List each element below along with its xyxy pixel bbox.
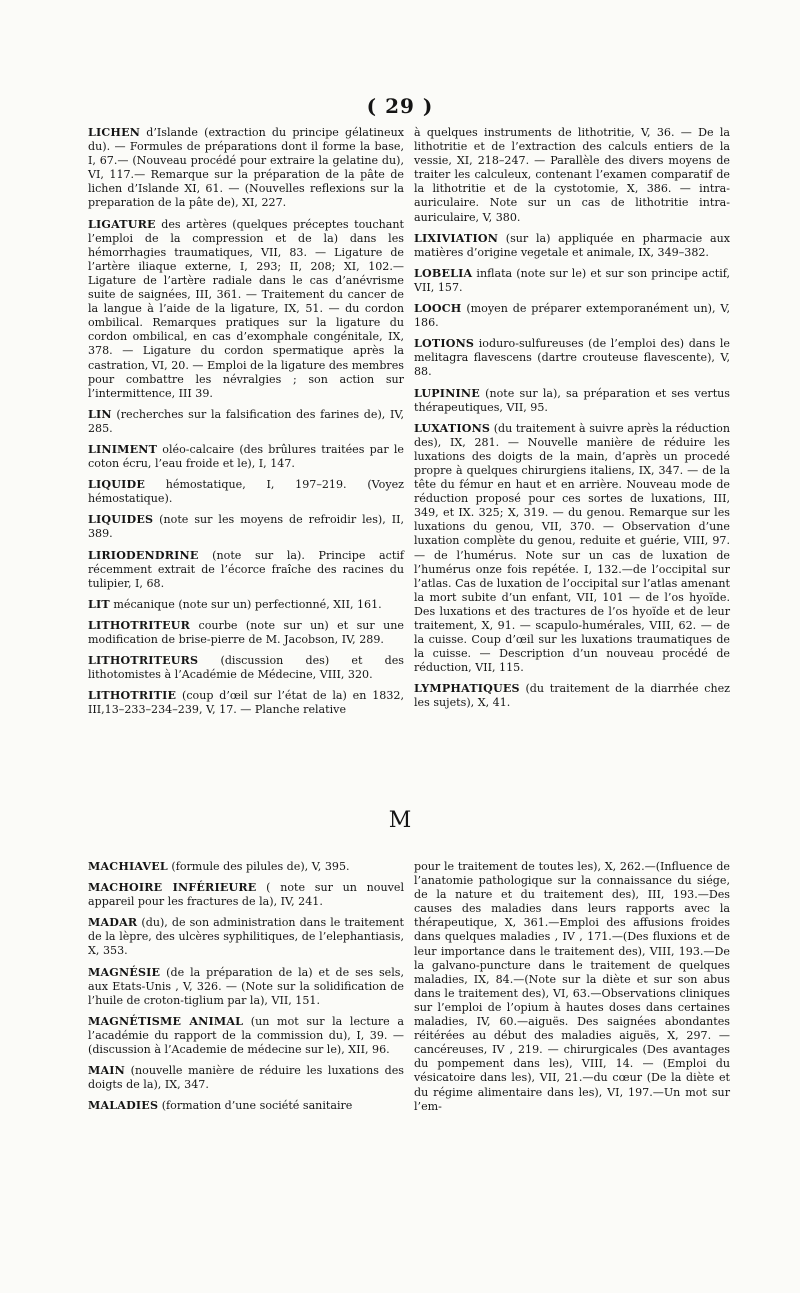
entry-headword: LIN: [88, 407, 112, 421]
entry-headword: LOBELIA: [414, 266, 473, 280]
index-entry: [88, 218, 404, 401]
entry-text: (note sur la). Principe actif récemment extrait de l’écorce fraîche des racines du tulipier, I, 68.: [88, 548, 404, 590]
index-entry: [88, 619, 404, 647]
entry-headword: MAGNÉTISME ANIMAL: [88, 1014, 244, 1028]
entry-headword: MAIN: [88, 1064, 126, 1078]
index-entry: [414, 682, 730, 710]
section-letter: M: [388, 808, 412, 833]
entry-headword: LITHOTRITEURS: [88, 654, 199, 668]
entry-headword: MACHIAVEL: [88, 860, 168, 873]
index-entry: [88, 478, 404, 506]
index-entry: [414, 422, 730, 676]
index-entry: [88, 1064, 404, 1092]
entry-headword: LIQUIDE: [88, 478, 145, 492]
entry-text: (coup d’œil sur l’état de la) en 1832, III,13–233–234–239, V, 17. — Planche relative: [88, 689, 404, 717]
entry-headword: LINIMENT: [88, 442, 158, 456]
entry-text: des artères (quelques préceptes touchant l’emploi de la compression et de la) dans les hémorrhagies traumatiques, VII, 83. — Ligature de l’artère iliaque externe, I, 293; II, 208; XI, 102.— Ligature de l’artère radiale dans le cas d’anévrisme suite de saignées, III, 361. — Traitement du cancer de la langue à l’aide de la ligature, IX, 51. — du cordon ombilical. Remarques pratiques sur la ligature du cordon ombilical, en cas d’exomphale congénitale, IX, 378. — Ligature du cordon spermatique après la castration, VI, 20. — Emploi de la ligature des membres pour combattre les névralgies ; son action sur l’intermittence, III 39.: [88, 217, 404, 400]
index-entry: [414, 267, 730, 295]
index-entry: [88, 598, 404, 612]
entry-text: hémostatique, I, 197–219. (Voyez hémostatique).: [88, 478, 404, 506]
column-4: [414, 860, 730, 1121]
index-entry: [414, 232, 730, 260]
page-number: ( 29 ): [366, 94, 434, 118]
entry-headword: LIGATURE: [88, 217, 156, 231]
entry-text: à quelques instruments de lithotritie, V, 36. — De la lithotritie et de l’extraction des calculs entiers de la vessie, XI, 218–247. — Parallèle des divers moyens de traiter les calculeux, contenant l’examen comparatif de la lithotritie et de la cystotomie, X, 386. — intra-auriculaire. Note sur un cas de lithotritie intra-auriculaire, V, 380.: [414, 126, 730, 224]
entry-text: mécanique (note sur un) perfectionné, XII, 161.: [109, 597, 382, 611]
entry-headword: LOOCH: [414, 302, 462, 316]
index-entry: [88, 966, 404, 1008]
entry-headword: LIXIVIATION: [414, 231, 499, 245]
index-entry: [88, 549, 404, 591]
entry-headword: LITHOTRITIE: [88, 689, 177, 703]
column-3: [88, 860, 404, 1120]
entry-text: (moyen de préparer extemporanément un), V, 186.: [414, 302, 730, 330]
index-entry: [88, 916, 404, 958]
entry-text: inflata (note sur le) et sur son principe actif, VII, 157.: [414, 266, 730, 294]
entry-headword: LUXATIONS: [414, 421, 491, 435]
index-entry: [88, 860, 404, 874]
index-entry: [414, 387, 730, 415]
entry-text: oléo-calcaire (des brûlures traitées par le coton écru, l’eau froide et le), I, 147.: [88, 442, 404, 471]
index-entry: [88, 443, 404, 471]
entry-headword: LIQUIDES: [88, 513, 154, 527]
index-entry: [88, 126, 404, 211]
index-entry: [88, 1015, 404, 1057]
column-1: [88, 126, 404, 724]
entry-text: (du traitement à suivre après la réduction des), IX, 281. — Nouvelle manière de réduire les luxations des doigts de la main, d’après un procedé propre à quelques chirurgiens italiens, IX, 347. — de la tête du fémur en haut et en arrière. Nouveau mode de réduction proposé pour ces sortes de luxations, III, 349, et IX. 325; X, 319. — du genou. Remarque sur les luxations du genou, VII, 370. — Observation d’une luxation complète du genou, reduite et guérie, VIII, 97. — de l’humérus. Note sur un cas de luxation de l’humérus onze fois repétée. I, 132.—de l’occipital sur l’atlas. Cas de luxation de l’occipital sur l’atlas amenant la mort subite d’un enfant, VII, 101 — de l’os hyoïde. Des luxations et des tractures de l’os hyoïde et de leur traitement, X, 91. — scapulo-humérales, VIII, 62. — de la cuisse. Coup d’œil sur les luxations traumatiques de la cuisse. — Description d’un nouveau procédé de réduction, VII, 115.: [414, 421, 730, 675]
entry-headword: LITHOTRITEUR: [88, 618, 191, 632]
entry-text: ioduro-sulfureuses (de l’emploi des) dans le melitagra flavescens (dartre crouteuse flavescente), V, 88.: [414, 337, 730, 379]
entry-headword: MACHOIRE INFÉRIEURE: [88, 881, 257, 895]
index-entry: [414, 126, 730, 225]
entry-headword: LYMPHATIQUES: [414, 682, 520, 696]
index-entry: [88, 654, 404, 682]
column-2: [414, 126, 730, 718]
index-entry: [88, 408, 404, 436]
entry-headword: MAGNÉSIE: [88, 965, 161, 979]
entry-text: (formule des pilules de), V, 395.: [167, 860, 350, 873]
entry-text: courbe (note sur un) et sur une modification de brise-pierre de M. Jacobson, IV, 289.: [88, 618, 404, 646]
entry-text: (un mot sur la lecture a l’académie du rapport de la commission du), I, 39. — (discussion à l’Academie de médecine sur le), XII, 96.: [88, 1014, 404, 1057]
entry-text: (du traitement de la diarrhée chez les sujets), X, 41.: [414, 682, 730, 710]
entry-text: ( note sur un nouvel appareil pour les fractures de la), IV, 241.: [88, 881, 405, 909]
entry-headword: LUPININE: [414, 386, 480, 400]
entry-headword: LOTIONS: [414, 337, 475, 351]
entry-text: (de la préparation de la) et de ses sels, aux Etats-Unis , V, 326. — (Note sur la solidification de l’huile de croton-tiglium par la), VII, 151.: [88, 965, 404, 1007]
index-entry: [88, 513, 404, 541]
entry-text: (formation d’une société sanitaire: [158, 1099, 353, 1113]
entry-text: (sur la) appliquée en pharmacie aux matières d’origine vegetale et animale, IX, 349–382.: [414, 231, 730, 259]
entry-text: (du), de son administration dans le traitement de la lèpre, des ulcères syphilitiques, de l’elephantiasis, X, 353.: [88, 916, 404, 958]
entry-headword: MALADIES: [88, 1099, 159, 1113]
index-entry: [414, 337, 730, 379]
entry-text: (note sur les moyens de refroidir les), II, 389.: [88, 513, 404, 541]
entry-text: (note sur la), sa préparation et ses vertus thérapeutiques, VII, 95.: [414, 386, 730, 414]
index-entry: [414, 302, 730, 330]
index-entry: [88, 1099, 404, 1113]
entry-text: pour le traitement de toutes les), X, 262.—(Influence de l’anatomie pathologique sur la connaissance du siége, de la nature et du traitement des), III, 193.—Des causes des maladies dans leurs rapports avec la thérapeutique, X, 361.—Emploi des affusions froides dans quelques maladies , IV , 171.—(Des fluxions et de leur importance dans le traitement des), VIII, 193.—De la galvano-puncture dans le traitement de quelques maladies, IX, 84.—(Note sur la diète et sur son abus dans le traitement des), VI, 63.—Observations cliniques sur l’emploi de l’opium à hautes doses dans certaines maladies, IV, 60.—aiguës. Des saignées abondantes réitérées au début des maladies aiguës, X, 297. — cancéreuses, IV , 219. — chirurgicales (Des avantages du pompement dans les), VIII, 14. — (Emploi du vésicatoire dans les), VII, 21.—du cœur (De la diète et du régime alimentaire dans les), VI, 197.—Un mot sur l’em-: [414, 860, 730, 1113]
entry-headword: LIRIODENDRINE: [88, 548, 199, 562]
entry-headword: MADAR: [88, 916, 138, 930]
index-entry: [414, 860, 730, 1114]
entry-text: d’Islande (extraction du principe gélatineux du). — Formules de préparations dont il forme la base, I, 67.— (Nouveau procédé pour extraire la gelatine du), VI, 117.— Remarque sur la préparation de la pâte de lichen d’Islande XI, 61. — (Nouvelles reflexions sur la preparation de la pâte de), XI, 227.: [88, 126, 404, 210]
entry-text: (nouvelle manière de réduire les luxations des doigts de la), IX, 347.: [88, 1064, 404, 1092]
entry-text: (discussion des) et des lithotomistes à l’Académie de Médecine, VIII, 320.: [88, 654, 404, 682]
entry-text: (recherches sur la falsification des farines de), IV, 285.: [88, 407, 404, 435]
entry-headword: LIT: [88, 597, 110, 611]
index-entry: [88, 881, 404, 909]
entry-headword: LICHEN: [88, 126, 141, 139]
index-entry: [88, 689, 404, 717]
